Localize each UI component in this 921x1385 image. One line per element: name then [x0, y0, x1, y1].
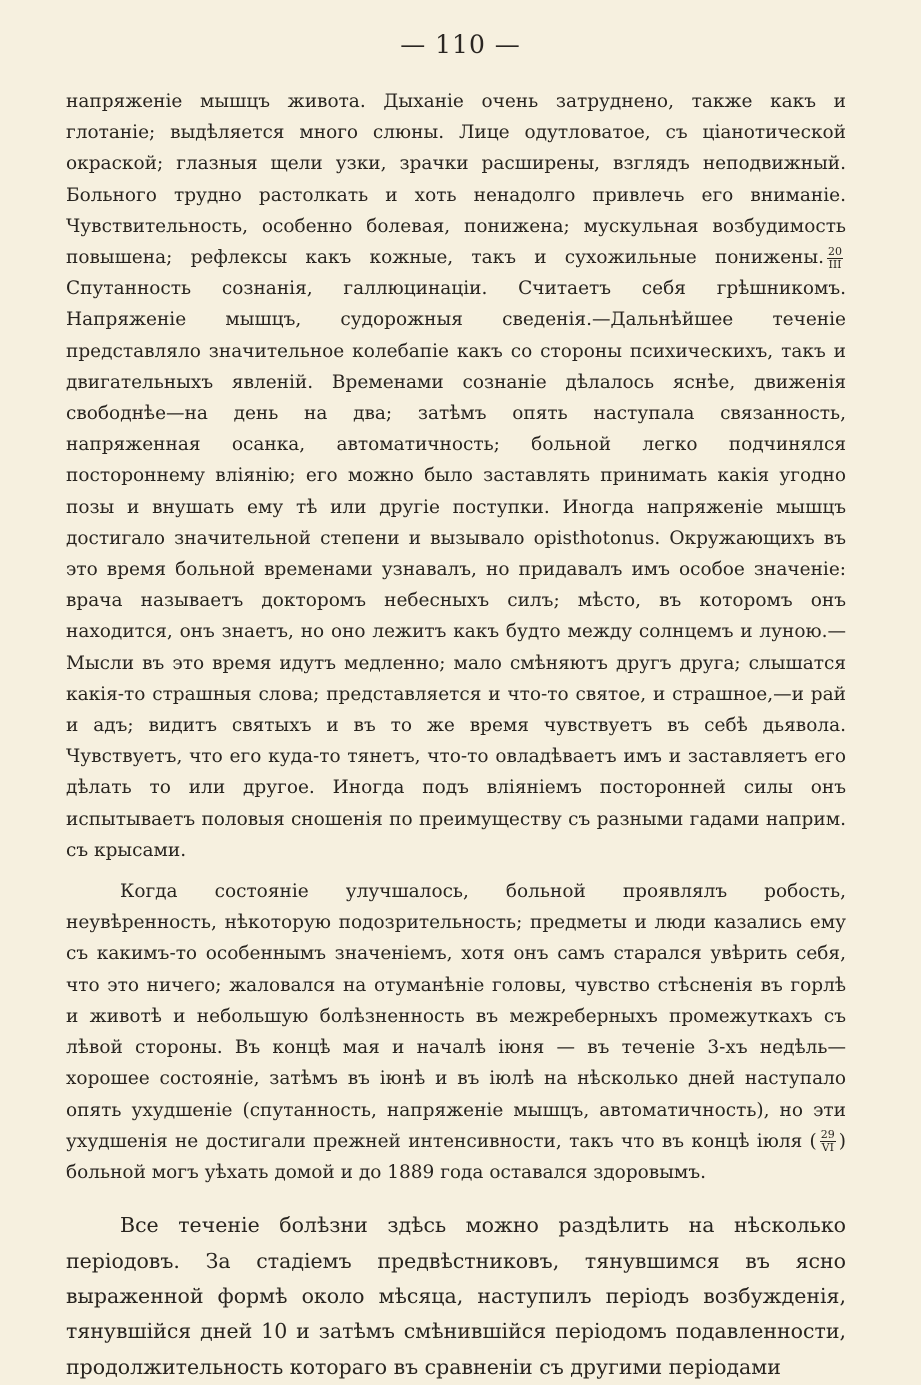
date-fraction — [827, 246, 843, 271]
date-fraction — [820, 1129, 836, 1154]
paragraph-text: Когда состояніе улучшалось, больной проявлялъ робость, неувѣренность, нѣкоторую подозрительность; предметы и люди казались ему съ какимъ-то особеннымъ значеніемъ, хотя онъ самъ старался увѣрить себя, что это ничего; жаловался на отуманѣніе головы, чувство стѣсненія въ горлѣ и животѣ и небольшую болѣзненность въ межреберныхъ промежуткахъ съ лѣвой стороны. Въ концѣ мая и началѣ іюня — въ теченіе 3-хъ недѣль—хорошее состояніе, затѣмъ въ іюнѣ и въ іюлѣ на нѣсколько дней наступало опять ухудшеніе (спутанность, напряженіе мышцъ, автоматичность), но эти ухудшенія не достигали прежней интенсивности, такъ что въ концѣ іюля ( — [66, 881, 846, 1152]
paragraph-text: напряженіе мышцъ живота. Дыханіе очень затруднено, также какъ и глотаніе; выдѣляется много слюны. Лице одутловатое, съ ціанотической окраской; глазныя щели узки, зрачки расширены, взглядъ неподвижный. Больного трудно растолкать и хоть ненадолго привлечь его вниманіе. Чувствительность, особенно болевая, понижена; мускульная возбудимость повышена; рефлексы какъ кожные, такъ и сухожильные понижены. — [66, 91, 846, 269]
paragraph-disease-periods — [66, 1208, 846, 1385]
fraction-denominator: III — [828, 257, 842, 271]
body-text — [66, 86, 846, 1385]
paragraph-case-course — [66, 86, 846, 866]
fraction-numerator: 20 — [828, 244, 842, 258]
fraction-numerator: 29 — [820, 1128, 835, 1142]
paragraph-text: Все теченіе болѣзни здѣсь можно раздѣлить на нѣсколько періодовъ. За стадіемъ предвѣстниковъ, тянувшимся въ ясно выраженной формѣ около мѣсяца, наступилъ періодъ возбужденія, тянувшійся дней 10 и затѣмъ смѣнившійся періодомъ подавленности, продолжительность котораго въ сравненіи съ другими періодами — [66, 1213, 846, 1379]
fraction-denominator: VI — [821, 1141, 834, 1155]
paragraph-text: Спутанность сознанія, галлюцинаціи. Считаетъ себя грѣшникомъ. Напряженіе мышцъ, судорожныя сведенія.—Дальнѣйшее теченіе представляло значительное колебапіе какъ со стороны психическихъ, такъ и двигательныхъ явленій. Временами сознаніе дѣлалось яснѣе, движенія свободнѣе—на день на два; затѣмъ опять наступала связанность, напряженная осанка, автоматичность; больной легко подчинялся постороннему вліянію; его можно было заставлять принимать какія угодно позы и внушать ему тѣ или другіе поступки. Иногда напряженіе мышцъ достигало значительной степени и вызывало opisthotonus. Окружающихъ въ это время больной временами узнавалъ, но придавалъ имъ особое значеніе: врача называетъ докторомъ небесныхъ силъ; мѣсто, въ которомъ онъ находится, онъ знаетъ, но оно лежитъ какъ будто между солнцемъ и луною.—Мысли въ это время идутъ медленно; мало смѣняютъ другъ друга; слышатся какія-то страшныя слова; представляется и что-то святое, и страшное,—и рай и адъ; видитъ святыхъ и въ то же время чувствуетъ въ себѣ дьявола. Чувствуетъ, что его куда-то тянетъ, что-то овладѣваетъ имъ и заставляетъ его дѣлать то или другое. Иногда подъ вліяніемъ посторонней силы онъ испытываетъ половыя сношенія по преимуществу съ разными гадами наприм. съ крысами. — [66, 278, 846, 861]
paragraph-text: ) больной могъ уѣхать домой и до 1889 года оставался здоровымъ. — [66, 1130, 846, 1183]
page-number: — 110 — — [400, 30, 521, 59]
paragraph-improvement — [66, 876, 846, 1188]
